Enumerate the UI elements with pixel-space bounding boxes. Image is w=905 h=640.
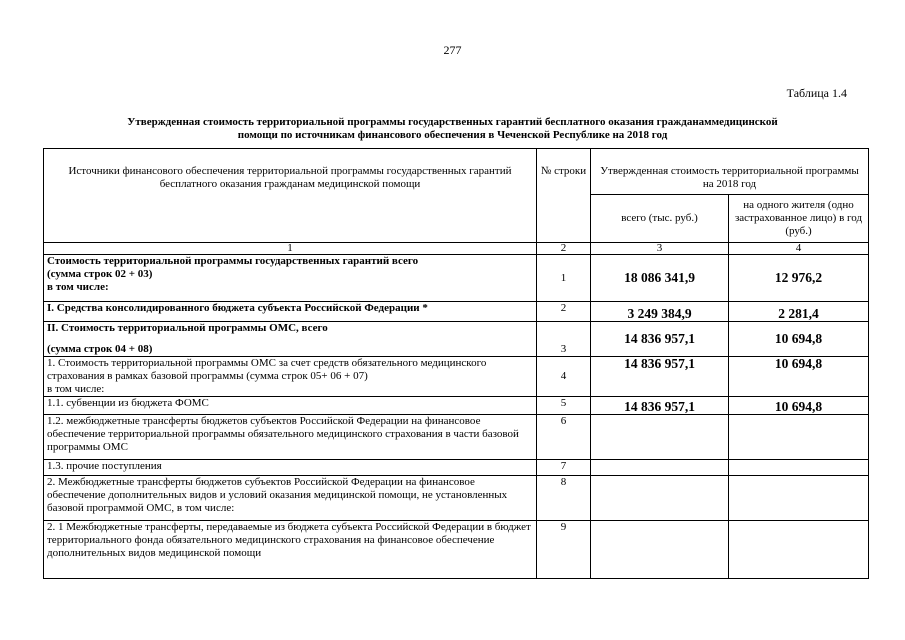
col-number-3: 3 bbox=[591, 243, 729, 255]
column-numbers-row bbox=[44, 243, 869, 255]
row-8-total bbox=[591, 476, 729, 521]
row-3-number: 3 bbox=[537, 322, 591, 357]
row-9-total bbox=[591, 521, 729, 579]
col-number-2: 2 bbox=[537, 243, 591, 255]
row-1-label-line-2: (сумма строк 02 + 03) bbox=[47, 268, 153, 280]
row-3-per-capita: 10 694,8 bbox=[729, 322, 869, 357]
row-2-number: 2 bbox=[537, 302, 591, 322]
row-8-per-capita bbox=[729, 476, 869, 521]
row-6-number: 6 bbox=[537, 415, 591, 460]
header-total: всего (тыс. руб.) bbox=[591, 195, 729, 243]
row-9-number: 9 bbox=[537, 521, 591, 579]
row-2-label: I. Средства консолидированного бюджета субъекта Российской Федерации * bbox=[44, 302, 537, 322]
header-sources: Источники финансового обеспечения территориальной программы государственных гарантий бесплатного оказания гражданам медицинской помощи bbox=[44, 149, 537, 243]
table-label: Таблица 1.4 bbox=[786, 86, 847, 100]
table-row-5 bbox=[44, 397, 869, 415]
row-1-number: 1 bbox=[537, 255, 591, 302]
row-1-label-line-3: в том числе: bbox=[47, 281, 109, 293]
table-row-3 bbox=[44, 322, 869, 357]
row-1-per-capita: 12 976,2 bbox=[729, 255, 869, 302]
page-number: 277 bbox=[443, 43, 462, 57]
row-5-total: 14 836 957,1 bbox=[591, 397, 729, 415]
table-row-6 bbox=[44, 415, 869, 460]
table-row-1 bbox=[44, 255, 869, 302]
header-per-capita: на одного жителя (одно застрахованное лицо) в год (руб.) bbox=[729, 195, 869, 243]
row-3-label-line-1: II. Стоимость территориальной программы ОМС, всего bbox=[47, 322, 328, 334]
row-6-total bbox=[591, 415, 729, 460]
row-8-label: 2. Межбюджетные трансферты бюджетов субъектов Российской Федерации на финансовое обеспечение дополнительных видов и условий оказания медицинской помощи, не установленных базовой программой ОМС, в том числе: bbox=[44, 476, 537, 521]
row-7-number: 7 bbox=[537, 460, 591, 476]
header-approved-cost: Утвержденная стоимость территориальной программы на 2018 год bbox=[591, 149, 869, 195]
row-3-label bbox=[44, 322, 537, 357]
table-row-9 bbox=[44, 521, 869, 579]
row-1-label bbox=[44, 255, 537, 302]
row-2-total: 3 249 384,9 bbox=[591, 302, 729, 322]
header-row bbox=[44, 149, 869, 195]
funding-table bbox=[43, 148, 869, 579]
row-5-number: 5 bbox=[537, 397, 591, 415]
col-number-4: 4 bbox=[729, 243, 869, 255]
row-5-per-capita: 10 694,8 bbox=[729, 397, 869, 415]
row-9-per-capita bbox=[729, 521, 869, 579]
row-7-per-capita bbox=[729, 460, 869, 476]
row-3-label-line-2: (сумма строк 04 + 08) bbox=[47, 343, 153, 355]
row-9-label: 2. 1 Межбюджетные трансферты, передаваемые из бюджета субъекта Российской Федерации в бюджет территориального фонда обязательного медицинского страхования на финансовое обеспечение дополнительных видов медицинской помощи bbox=[44, 521, 537, 579]
table-row-4 bbox=[44, 357, 869, 397]
row-1-label-line-1: Стоимость территориальной программы государственных гарантий всего bbox=[47, 255, 419, 267]
row-5-label: 1.1. субвенции из бюджета ФОМС bbox=[44, 397, 537, 415]
row-4-label bbox=[44, 357, 537, 397]
title-line-2: помощи по источникам финансового обеспечения в Чеченской Республике на 2018 год bbox=[237, 129, 668, 141]
row-1-total: 18 086 341,9 bbox=[591, 255, 729, 302]
row-6-label: 1.2. межбюджетные трансферты бюджетов субъектов Российской Федерации на финансовое обеспечение территориальной программы обязательного медицинского страхования в части базовой программы ОМС bbox=[44, 415, 537, 460]
table-row-7 bbox=[44, 460, 869, 476]
table-row-8 bbox=[44, 476, 869, 521]
row-2-per-capita: 2 281,4 bbox=[729, 302, 869, 322]
row-4-label-sub: в том числе: bbox=[47, 383, 105, 395]
row-4-total: 14 836 957,1 bbox=[591, 357, 729, 397]
header-row-number: № строки bbox=[537, 149, 591, 243]
row-4-per-capita: 10 694,8 bbox=[729, 357, 869, 397]
row-4-label-text: 1. Стоимость территориальной программы ОМС за счет средств обязательного медицинского страхования в рамках базовой программы (сумма строк 05+ 06 + 07) bbox=[47, 357, 487, 382]
row-7-total bbox=[591, 460, 729, 476]
row-8-number: 8 bbox=[537, 476, 591, 521]
row-3-total: 14 836 957,1 bbox=[591, 322, 729, 357]
title-line-1: Утвержденная стоимость территориальной программы государственных гарантий бесплатного оказания гражданаммедицинской bbox=[127, 116, 778, 128]
row-7-label: 1.3. прочие поступления bbox=[44, 460, 537, 476]
document-title bbox=[40, 116, 865, 142]
row-4-number: 4 bbox=[537, 357, 591, 397]
row-6-per-capita bbox=[729, 415, 869, 460]
table-row-2 bbox=[44, 302, 869, 322]
col-number-1: 1 bbox=[44, 243, 537, 255]
